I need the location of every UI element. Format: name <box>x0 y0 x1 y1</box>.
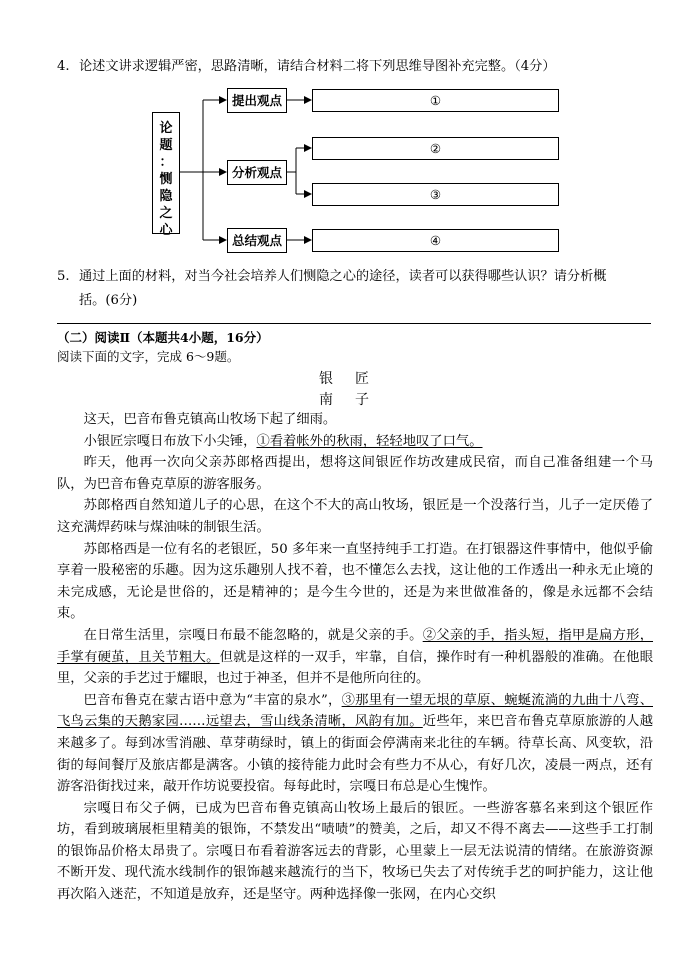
root-char: 恻 <box>159 172 173 187</box>
paragraph: 宗嘎日布父子俩，已成为巴音布鲁克镇高山牧场上最后的银匠。一些游客慕名来到这个银匠作坊，看到玻璃展柜里精美的银饰，不禁发出“啧啧”的赞美，之后，却又不得不离去——这些手工打制的银饰品价格太昂贵了。宗嘎日布看着游客远去的背影，心里蒙上一层无法说清的情绪。在旅游资源不断开发、现代流水线制作的银饰越来越流行的当下，牧场已失去了对传统手艺的呵护能力，这让他再次陷入迷茫，不知道是放弃，还是坚守。两种选择像一张网，在内心交织 <box>57 800 653 903</box>
node-summarize-view: 总结观点 <box>227 228 287 253</box>
node-analyze-view: 分析观点 <box>227 160 287 185</box>
blank-3: ③ <box>312 183 559 206</box>
paragraph: 这天，巴音布鲁克镇高山牧场下起了细雨。 <box>83 412 337 427</box>
paragraph: 小银匠宗嘎日布放下小尖锤，①看着帐外的秋雨，轻轻地叹了口气。 <box>83 433 483 449</box>
question-text: 通过上面的材料，对当今社会培养人们恻隐之心的途径，读者可以获得哪些认识？请分析概 <box>79 269 607 284</box>
paragraph: 在日常生活里，宗嘎日布最不能忽略的，就是父亲的手。②父亲的手，指头短，指甲是扁方形，手掌有硬茧，且关节粗大。但就是这样的一双手，牢靠，自信，操作时有一种机器般的准确。在他眼里，父亲的手艺过于耀眼，也过于神圣，但并不是他所向往的。 <box>57 627 654 687</box>
underlined-sentence-2: ②父亲的手，指头短，指甲是扁方形，手掌有硬茧，且关节粗大。 <box>57 627 654 665</box>
blank-1: ① <box>312 89 559 112</box>
story-author: 南子 <box>319 392 391 408</box>
question-number: 4. <box>57 59 70 74</box>
story-title: 银匠 <box>319 371 391 387</box>
blank-2: ② <box>312 137 559 160</box>
paragraph: 苏郎格西是一位有名的老银匠，50 多年来一直坚持纯手工打造。在打银器这件事情中，他似乎偷享着一股秘密的乐趣。因为这乐趣别人找不着，也不懂怎么去找，这让他的工作透出一种永无止境的未完成感，无论是世俗的，还是精神的；是今生今世的，还是为来世做准备的，像是永远都不会结束。 <box>57 541 653 622</box>
paragraph: 苏郎格西自然知道儿子的心思，在这个不大的高山牧场，银匠是一个没落行当，儿子一定厌倦了这充满焊药味与煤油味的制银生活。 <box>57 498 653 535</box>
section-divider <box>57 323 651 324</box>
root-char: 之 <box>159 206 173 221</box>
underlined-sentence-3: ③那里有一望无垠的草原、蜿蜒流淌的九曲十八弯、飞鸟云集的天鹅家园……远望去，雪山线条清晰，风韵有加。 <box>57 692 653 730</box>
question-number: 5. <box>57 269 70 284</box>
root-char: 题 <box>159 138 173 153</box>
blank-4: ④ <box>312 229 559 252</box>
paragraph: 昨天，他再一次向父亲苏郎格西提出，想将这间银匠作坊改建成民宿，而自己准备组建一个马队，为巴音布鲁克草原的游客服务。 <box>57 455 653 492</box>
root-char: 心 <box>159 223 173 238</box>
underlined-sentence-1: ①看着帐外的秋雨，轻轻地叹了口气。 <box>256 433 483 449</box>
section-intro: 阅读下面的文字，完成 6～9题。 <box>57 349 240 364</box>
node-propose-view: 提出观点 <box>227 88 287 113</box>
root-char: 论 <box>159 121 173 136</box>
question-text: 论述文讲求逻辑严密，思路清晰，请结合材料二将下列思维导图补充完整。（4分） <box>79 59 556 74</box>
section-header: （二）阅读Ⅱ（本题共4小题，16分） <box>57 330 269 345</box>
root-char: 隐 <box>159 189 173 204</box>
root-char: ： <box>159 155 173 170</box>
paragraph: 巴音布鲁克在蒙古语中意为“丰富的泉水”，③那里有一望无垠的草原、蜿蜒流淌的九曲十八弯、飞鸟云集的天鹅家园……远望去，雪山线条清晰，风韵有加。近些年，来巴音布鲁克草原旅游的人越来越多了。每到冰雪消融、草芽萌绿时，镇上的街面会停满南来北往的车辆。待草长高、风变软，沿街的每间餐厅及旅店都是满客。小镇的接待能力此时会有些力不从心，有好几次，凌晨一两点，还有游客沿街找过来，敲开作坊说要投宿。每每此时，宗嘎日布总是心生愧怍。 <box>57 692 654 795</box>
question-text-cont: 括。(6分) <box>79 293 138 308</box>
question-5 <box>57 265 607 313</box>
story-body <box>57 409 653 906</box>
